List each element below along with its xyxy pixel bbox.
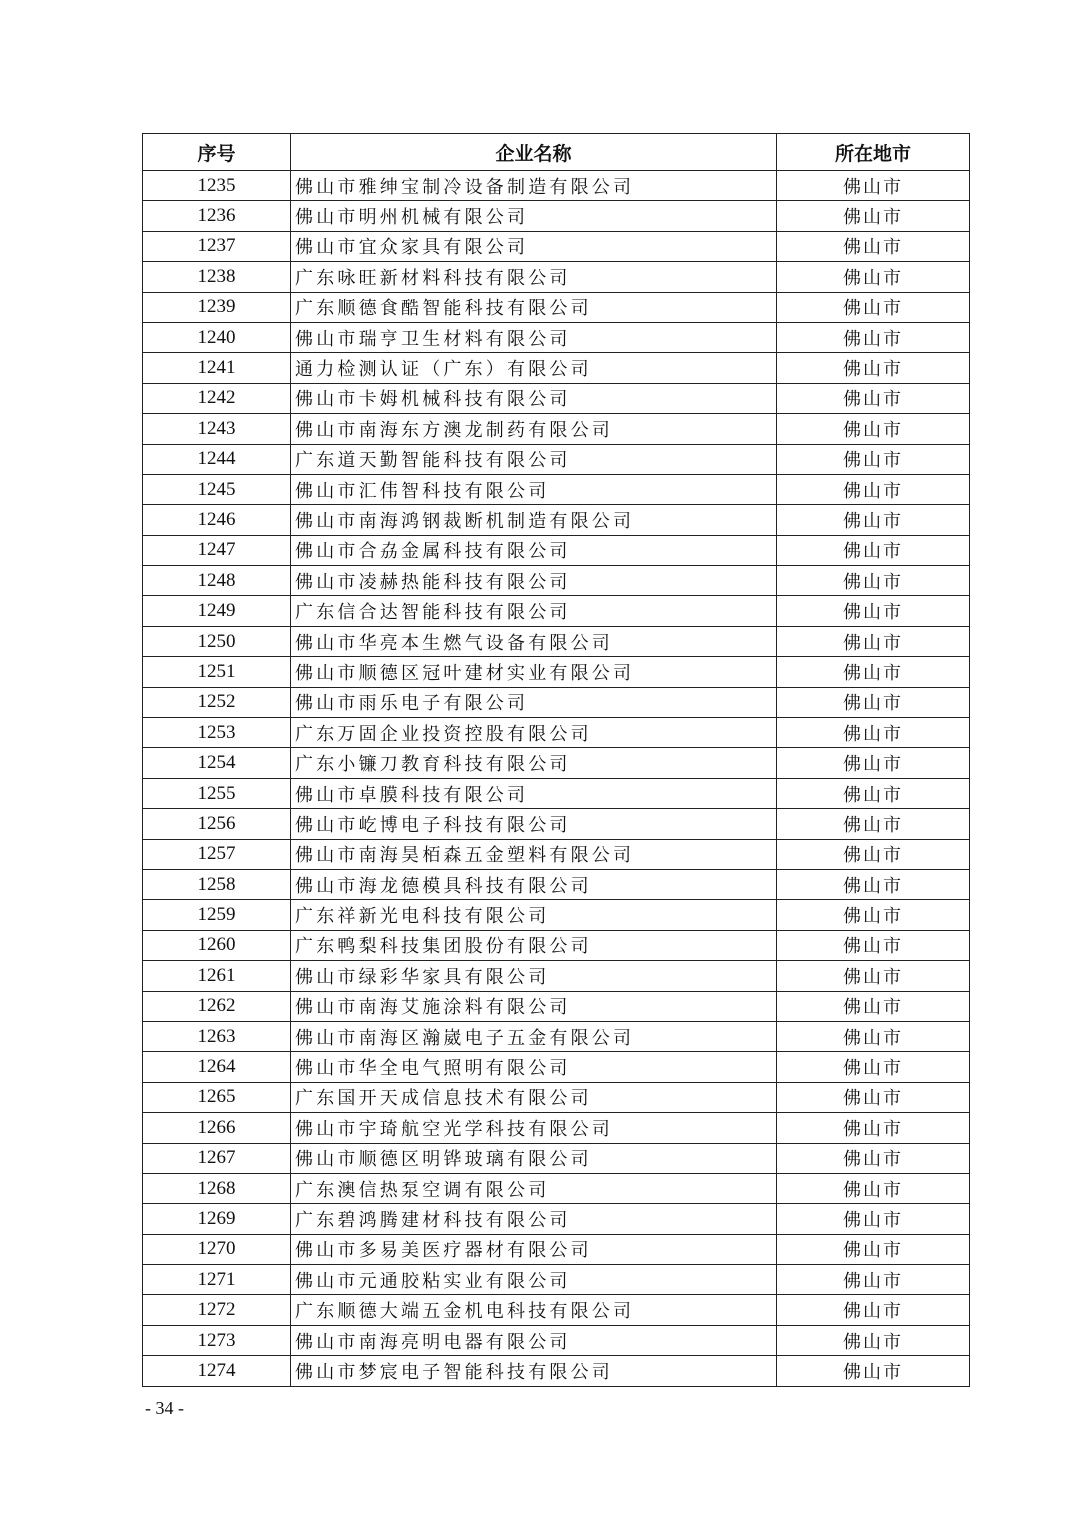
header-serial-number: 序号 bbox=[143, 134, 291, 171]
city-cell: 佛山市 bbox=[777, 414, 970, 444]
company-name-cell: 广东万固企业投资控股有限公司 bbox=[291, 718, 777, 748]
company-name-cell: 广东祥新光电科技有限公司 bbox=[291, 900, 777, 930]
table-row bbox=[143, 505, 970, 535]
table-row bbox=[143, 930, 970, 960]
company-name-cell: 通力检测认证（广东）有限公司 bbox=[291, 353, 777, 383]
company-name-cell: 佛山市南海东方澳龙制药有限公司 bbox=[291, 414, 777, 444]
serial-number-cell: 1263 bbox=[143, 1021, 291, 1051]
table-row bbox=[143, 687, 970, 717]
company-name-cell: 佛山市南海昊栢森五金塑料有限公司 bbox=[291, 839, 777, 869]
city-cell: 佛山市 bbox=[777, 1265, 970, 1295]
table-row bbox=[143, 961, 970, 991]
header-company-name: 企业名称 bbox=[291, 134, 777, 171]
table-row bbox=[143, 1021, 970, 1051]
table-row bbox=[143, 657, 970, 687]
table-row bbox=[143, 1295, 970, 1325]
serial-number-cell: 1272 bbox=[143, 1295, 291, 1325]
company-name-cell: 佛山市多易美医疗器材有限公司 bbox=[291, 1234, 777, 1264]
table-row bbox=[143, 231, 970, 261]
city-cell: 佛山市 bbox=[777, 292, 970, 322]
table-body bbox=[143, 171, 970, 1387]
company-name-cell: 广东鸭梨科技集团股份有限公司 bbox=[291, 930, 777, 960]
company-name-cell: 佛山市华全电气照明有限公司 bbox=[291, 1052, 777, 1082]
table-row bbox=[143, 1325, 970, 1355]
serial-number-cell: 1241 bbox=[143, 353, 291, 383]
company-name-cell: 佛山市南海区瀚崴电子五金有限公司 bbox=[291, 1021, 777, 1051]
company-name-cell: 佛山市瑞亨卫生材料有限公司 bbox=[291, 322, 777, 352]
table-row bbox=[143, 322, 970, 352]
city-cell: 佛山市 bbox=[777, 718, 970, 748]
header-row bbox=[143, 134, 970, 171]
company-name-cell: 佛山市海龙德模具科技有限公司 bbox=[291, 869, 777, 899]
company-name-cell: 广东顺德大端五金机电科技有限公司 bbox=[291, 1295, 777, 1325]
serial-number-cell: 1261 bbox=[143, 961, 291, 991]
serial-number-cell: 1251 bbox=[143, 657, 291, 687]
table-row bbox=[143, 991, 970, 1021]
city-cell: 佛山市 bbox=[777, 809, 970, 839]
serial-number-cell: 1238 bbox=[143, 262, 291, 292]
city-cell: 佛山市 bbox=[777, 231, 970, 261]
city-cell: 佛山市 bbox=[777, 1113, 970, 1143]
page-number: - 34 - bbox=[145, 1398, 184, 1418]
table-row bbox=[143, 1143, 970, 1173]
company-name-cell: 佛山市梦宸电子智能科技有限公司 bbox=[291, 1356, 777, 1386]
company-name-cell: 广东顺德食酷智能科技有限公司 bbox=[291, 292, 777, 322]
company-name-cell: 佛山市顺德区明铧玻璃有限公司 bbox=[291, 1143, 777, 1173]
serial-number-cell: 1242 bbox=[143, 383, 291, 413]
table-header bbox=[143, 134, 970, 171]
city-cell: 佛山市 bbox=[777, 839, 970, 869]
city-cell: 佛山市 bbox=[777, 991, 970, 1021]
serial-number-cell: 1250 bbox=[143, 626, 291, 656]
table-row bbox=[143, 596, 970, 626]
city-cell: 佛山市 bbox=[777, 444, 970, 474]
company-name-cell: 佛山市宇琦航空光学科技有限公司 bbox=[291, 1113, 777, 1143]
city-cell: 佛山市 bbox=[777, 1234, 970, 1264]
company-name-cell: 广东咏旺新材料科技有限公司 bbox=[291, 262, 777, 292]
serial-number-cell: 1236 bbox=[143, 201, 291, 231]
city-cell: 佛山市 bbox=[777, 474, 970, 504]
table-row bbox=[143, 1204, 970, 1234]
company-name-cell: 佛山市卡姆机械科技有限公司 bbox=[291, 383, 777, 413]
table-row bbox=[143, 444, 970, 474]
company-name-cell: 佛山市南海亮明电器有限公司 bbox=[291, 1325, 777, 1355]
city-cell: 佛山市 bbox=[777, 687, 970, 717]
company-name-cell: 佛山市雨乐电子有限公司 bbox=[291, 687, 777, 717]
serial-number-cell: 1255 bbox=[143, 778, 291, 808]
company-name-cell: 广东信合达智能科技有限公司 bbox=[291, 596, 777, 626]
company-name-cell: 广东道天勤智能科技有限公司 bbox=[291, 444, 777, 474]
city-cell: 佛山市 bbox=[777, 1173, 970, 1203]
city-cell: 佛山市 bbox=[777, 1295, 970, 1325]
serial-number-cell: 1262 bbox=[143, 991, 291, 1021]
city-cell: 佛山市 bbox=[777, 505, 970, 535]
city-cell: 佛山市 bbox=[777, 778, 970, 808]
table-row bbox=[143, 1173, 970, 1203]
city-cell: 佛山市 bbox=[777, 566, 970, 596]
company-name-cell: 佛山市合劦金属科技有限公司 bbox=[291, 535, 777, 565]
table-row bbox=[143, 262, 970, 292]
company-name-cell: 佛山市宜众家具有限公司 bbox=[291, 231, 777, 261]
serial-number-cell: 1249 bbox=[143, 596, 291, 626]
table-row bbox=[143, 474, 970, 504]
company-name-cell: 佛山市华亮本生燃气设备有限公司 bbox=[291, 626, 777, 656]
serial-number-cell: 1264 bbox=[143, 1052, 291, 1082]
company-name-cell: 佛山市南海鸿钢裁断机制造有限公司 bbox=[291, 505, 777, 535]
table-row bbox=[143, 1234, 970, 1264]
city-cell: 佛山市 bbox=[777, 1021, 970, 1051]
city-cell: 佛山市 bbox=[777, 322, 970, 352]
table-row bbox=[143, 1113, 970, 1143]
serial-number-cell: 1265 bbox=[143, 1082, 291, 1112]
serial-number-cell: 1269 bbox=[143, 1204, 291, 1234]
city-cell: 佛山市 bbox=[777, 201, 970, 231]
serial-number-cell: 1237 bbox=[143, 231, 291, 261]
serial-number-cell: 1273 bbox=[143, 1325, 291, 1355]
serial-number-cell: 1258 bbox=[143, 869, 291, 899]
table-row bbox=[143, 1356, 970, 1386]
serial-number-cell: 1243 bbox=[143, 414, 291, 444]
table-row bbox=[143, 1052, 970, 1082]
table-row bbox=[143, 1265, 970, 1295]
city-cell: 佛山市 bbox=[777, 1356, 970, 1386]
serial-number-cell: 1260 bbox=[143, 930, 291, 960]
city-cell: 佛山市 bbox=[777, 383, 970, 413]
company-name-cell: 佛山市元通胶粘实业有限公司 bbox=[291, 1265, 777, 1295]
company-name-cell: 佛山市汇伟智科技有限公司 bbox=[291, 474, 777, 504]
serial-number-cell: 1244 bbox=[143, 444, 291, 474]
city-cell: 佛山市 bbox=[777, 353, 970, 383]
city-cell: 佛山市 bbox=[777, 596, 970, 626]
serial-number-cell: 1246 bbox=[143, 505, 291, 535]
city-cell: 佛山市 bbox=[777, 1143, 970, 1173]
serial-number-cell: 1253 bbox=[143, 718, 291, 748]
company-name-cell: 广东小镰刀教育科技有限公司 bbox=[291, 748, 777, 778]
table-row bbox=[143, 414, 970, 444]
serial-number-cell: 1266 bbox=[143, 1113, 291, 1143]
company-name-cell: 佛山市屹博电子科技有限公司 bbox=[291, 809, 777, 839]
serial-number-cell: 1257 bbox=[143, 839, 291, 869]
serial-number-cell: 1259 bbox=[143, 900, 291, 930]
city-cell: 佛山市 bbox=[777, 1052, 970, 1082]
table-row bbox=[143, 535, 970, 565]
serial-number-cell: 1267 bbox=[143, 1143, 291, 1173]
serial-number-cell: 1239 bbox=[143, 292, 291, 322]
city-cell: 佛山市 bbox=[777, 657, 970, 687]
enterprise-table bbox=[142, 133, 970, 1387]
city-cell: 佛山市 bbox=[777, 961, 970, 991]
serial-number-cell: 1240 bbox=[143, 322, 291, 352]
city-cell: 佛山市 bbox=[777, 535, 970, 565]
serial-number-cell: 1248 bbox=[143, 566, 291, 596]
table-row bbox=[143, 353, 970, 383]
table-row bbox=[143, 292, 970, 322]
serial-number-cell: 1252 bbox=[143, 687, 291, 717]
table-row bbox=[143, 900, 970, 930]
city-cell: 佛山市 bbox=[777, 171, 970, 201]
city-cell: 佛山市 bbox=[777, 869, 970, 899]
table-row bbox=[143, 626, 970, 656]
company-name-cell: 佛山市绿彩华家具有限公司 bbox=[291, 961, 777, 991]
city-cell: 佛山市 bbox=[777, 262, 970, 292]
serial-number-cell: 1254 bbox=[143, 748, 291, 778]
company-name-cell: 佛山市南海艾施涂料有限公司 bbox=[291, 991, 777, 1021]
table-row bbox=[143, 566, 970, 596]
serial-number-cell: 1235 bbox=[143, 171, 291, 201]
table-row bbox=[143, 839, 970, 869]
company-name-cell: 佛山市凌赫热能科技有限公司 bbox=[291, 566, 777, 596]
table-row bbox=[143, 1082, 970, 1112]
serial-number-cell: 1270 bbox=[143, 1234, 291, 1264]
table-row bbox=[143, 778, 970, 808]
city-cell: 佛山市 bbox=[777, 900, 970, 930]
city-cell: 佛山市 bbox=[777, 748, 970, 778]
serial-number-cell: 1247 bbox=[143, 535, 291, 565]
company-name-cell: 佛山市卓膜科技有限公司 bbox=[291, 778, 777, 808]
serial-number-cell: 1274 bbox=[143, 1356, 291, 1386]
table-row bbox=[143, 383, 970, 413]
city-cell: 佛山市 bbox=[777, 626, 970, 656]
company-name-cell: 佛山市明州机械有限公司 bbox=[291, 201, 777, 231]
table-row bbox=[143, 171, 970, 201]
company-name-cell: 佛山市雅绅宝制冷设备制造有限公司 bbox=[291, 171, 777, 201]
table-row bbox=[143, 748, 970, 778]
company-name-cell: 广东澳信热泵空调有限公司 bbox=[291, 1173, 777, 1203]
company-name-cell: 广东碧鸿腾建材科技有限公司 bbox=[291, 1204, 777, 1234]
city-cell: 佛山市 bbox=[777, 930, 970, 960]
serial-number-cell: 1271 bbox=[143, 1265, 291, 1295]
city-cell: 佛山市 bbox=[777, 1204, 970, 1234]
serial-number-cell: 1268 bbox=[143, 1173, 291, 1203]
serial-number-cell: 1245 bbox=[143, 474, 291, 504]
city-cell: 佛山市 bbox=[777, 1325, 970, 1355]
serial-number-cell: 1256 bbox=[143, 809, 291, 839]
table-row bbox=[143, 809, 970, 839]
table-row bbox=[143, 718, 970, 748]
city-cell: 佛山市 bbox=[777, 1082, 970, 1112]
company-name-cell: 广东国开天成信息技术有限公司 bbox=[291, 1082, 777, 1112]
header-city: 所在地市 bbox=[777, 134, 970, 171]
table-row bbox=[143, 869, 970, 899]
company-name-cell: 佛山市顺德区冠叶建材实业有限公司 bbox=[291, 657, 777, 687]
table-row bbox=[143, 201, 970, 231]
